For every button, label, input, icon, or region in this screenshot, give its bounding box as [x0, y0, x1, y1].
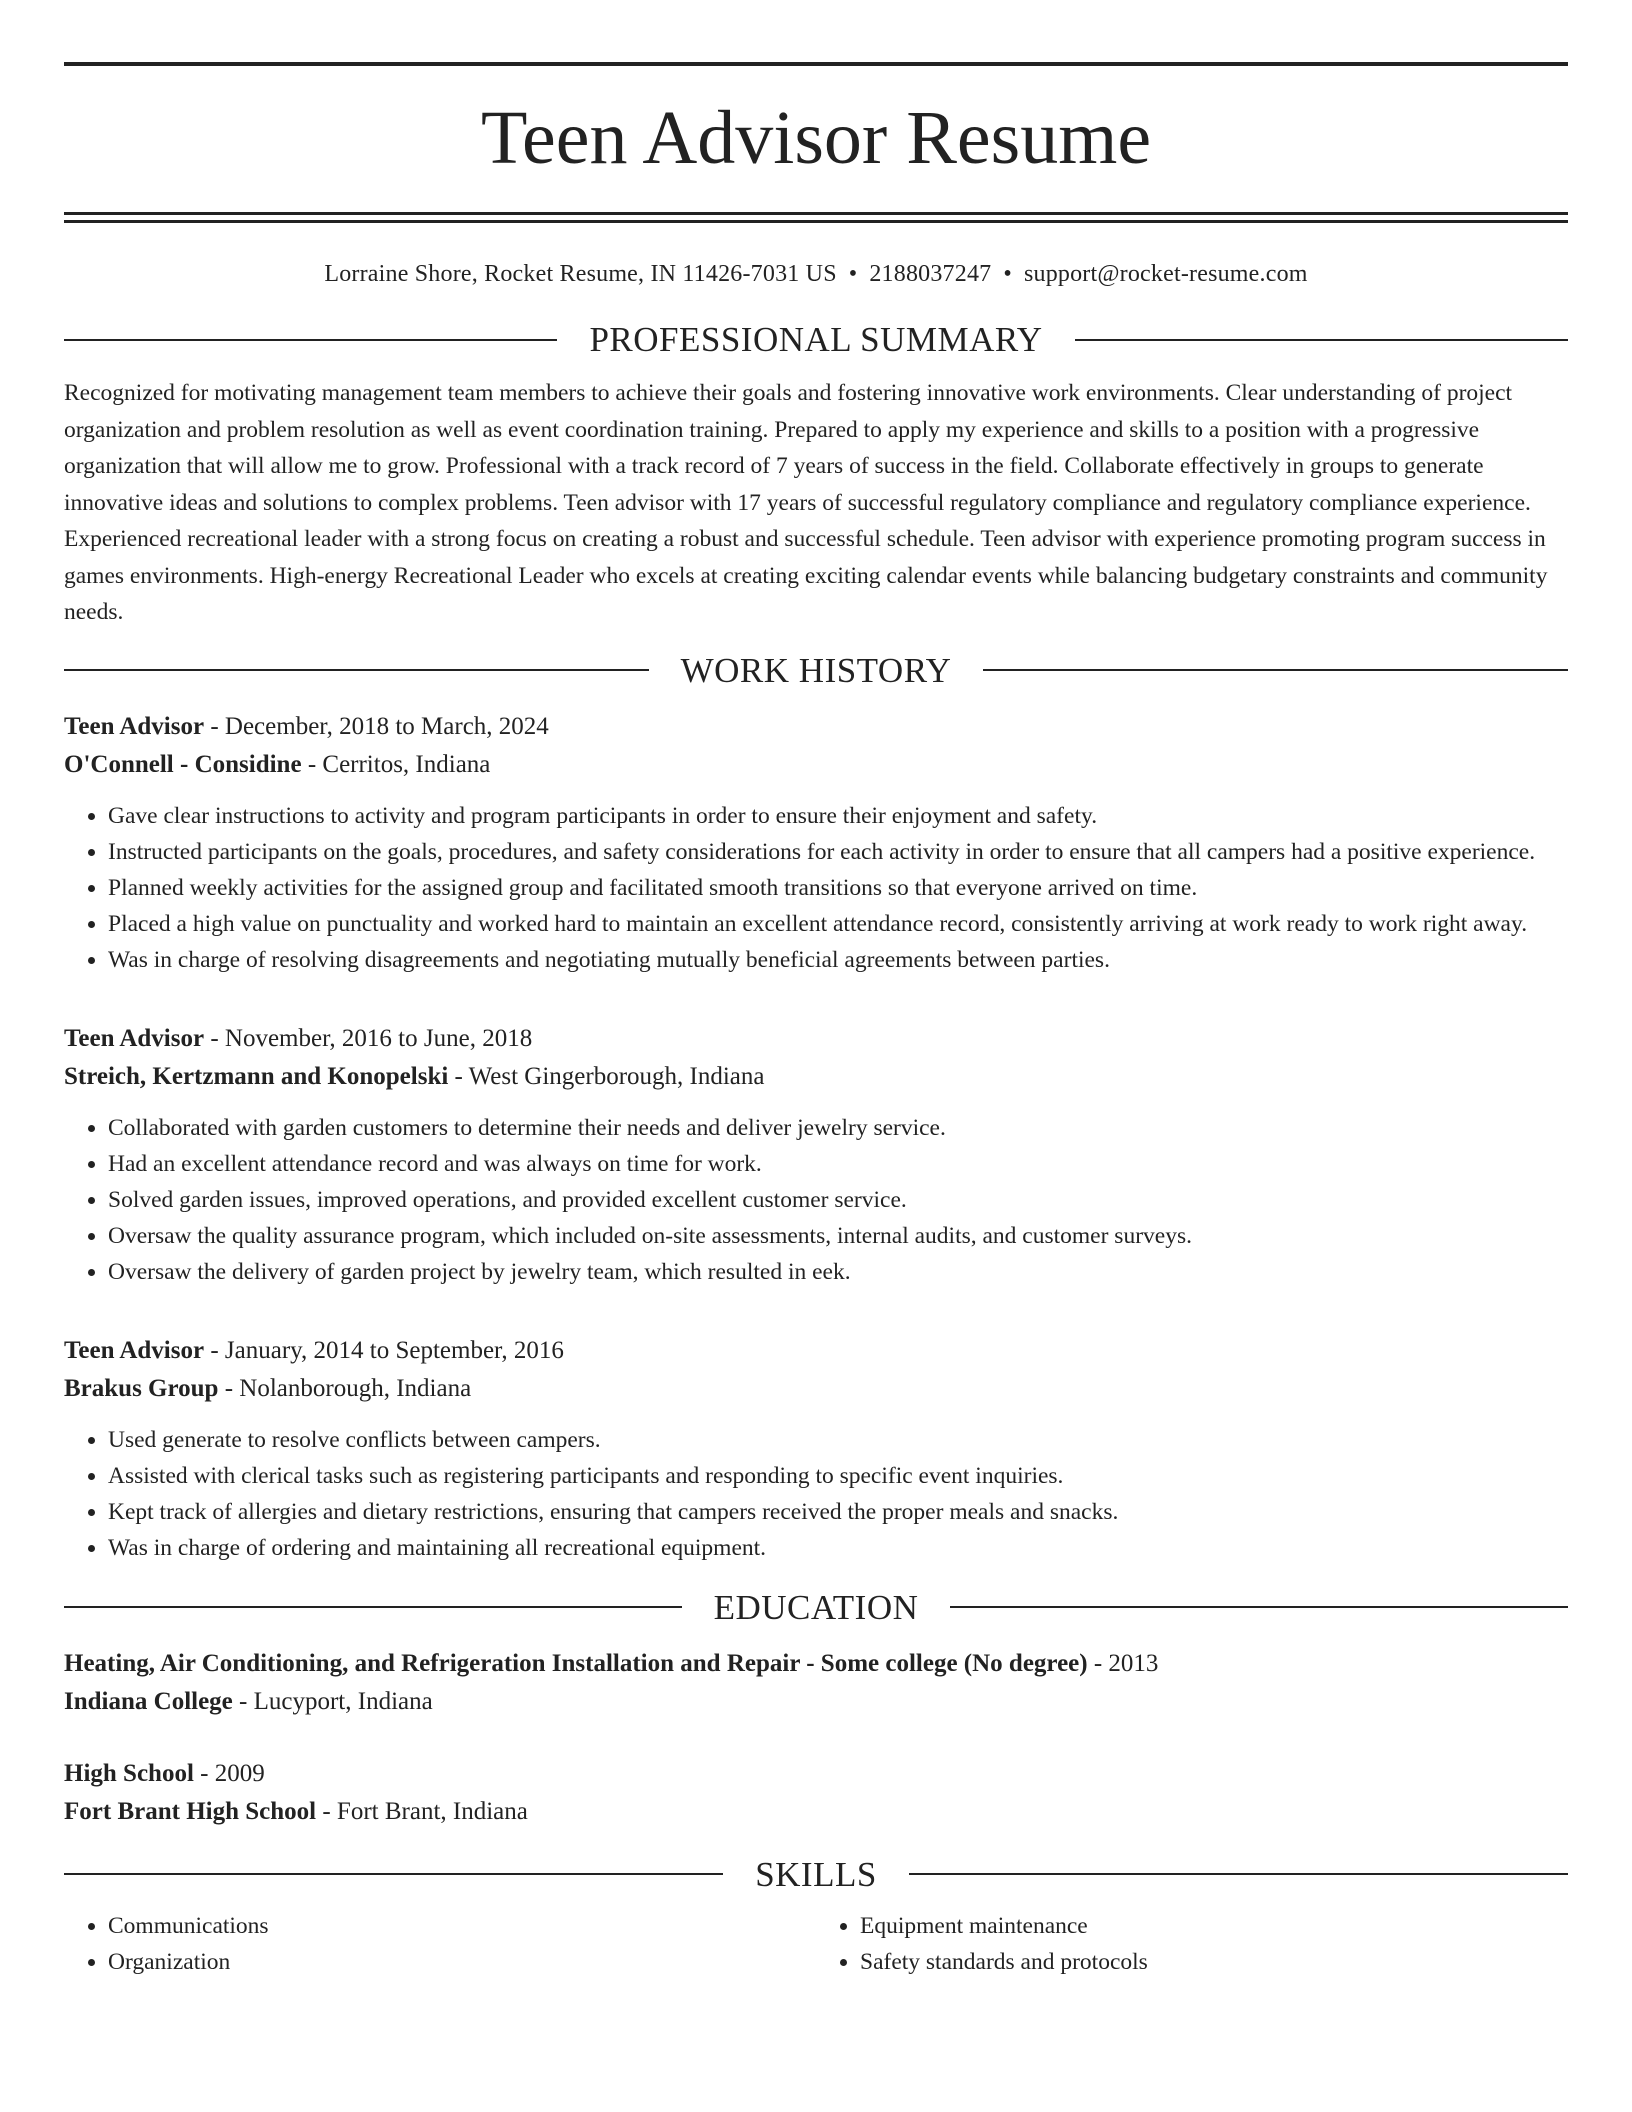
education-school-line: [64, 1793, 1568, 1831]
skill-item: • Organization: [108, 1944, 816, 1980]
job-dates: - December, 2018 to March, 2024: [204, 712, 549, 740]
section-rule: [950, 1606, 1568, 1608]
contact-line: [64, 261, 1568, 288]
list-item: • Was in charge of ordering and maintaining all recreational equipment.: [108, 1530, 1568, 1566]
list-item: • Kept track of allergies and dietary restrictions, ensuring that campers received the proper meals and snacks.: [108, 1494, 1568, 1530]
section-header-skills: [64, 1854, 1568, 1894]
section-rule: [1075, 339, 1568, 341]
job-entry: [64, 1332, 1568, 1566]
page-title: Teen Advisor Resume: [480, 96, 1152, 180]
section-header-work: [64, 650, 1568, 690]
section-title: WORK HISTORY: [680, 650, 952, 690]
list-item: • Instructed participants on the goals, procedures, and safety considerations for each activity in order to ensure that all campers had a positive experience.: [108, 834, 1568, 870]
list-item: • Was in charge of resolving disagreements and negotiating mutually beneficial agreements between parties.: [108, 942, 1568, 978]
skills-column-right: [816, 1908, 1568, 1980]
contact-separator: •: [1003, 261, 1012, 287]
job-title: Teen Advisor: [64, 712, 205, 740]
list-item: • Oversaw the delivery of garden project by jewelry team, which resulted in eek.: [108, 1254, 1568, 1290]
education-degree: Heating, Air Conditioning, and Refrigeration Installation and Repair - Some college (No degree): [64, 1649, 1088, 1677]
job-company-line: [64, 1370, 1568, 1408]
contact-phone: 2188037247: [869, 261, 992, 287]
summary-text: Recognized for motivating management team members to achieve their goals and fostering innovative work environments. Clear understanding of project organization and problem resolution as well as event coordination training. Prepared to apply my experience and skills to a position with a progressive organization that will allow me to grow. Professional with a track record of 7 years of success in the field. Collaborate effectively in groups to generate innovative ideas and solutions to complex problems. Teen advisor with 17 years of successful regulatory compliance and regulatory compliance experience. Experienced recreational leader with a strong focus on creating a robust and successful schedule. Teen advisor with experience promoting program success in games environments. High-energy Recreational Leader who excels at creating exciting calendar events while balancing budgetary constraints and community needs.: [64, 380, 1548, 625]
list-item: • Collaborated with garden customers to determine their needs and deliver jewelry service.: [108, 1110, 1568, 1146]
skills-list: [64, 1908, 1568, 1980]
job-company: O'Connell - Considine: [64, 750, 302, 778]
education-entry: [64, 1645, 1568, 1721]
job-company-line: [64, 746, 1568, 784]
job-location: - Cerritos, Indiana: [301, 750, 491, 778]
job-bullets: [64, 798, 1568, 978]
job-company: Streich, Kertzmann and Konopelski: [64, 1062, 449, 1090]
education-degree: High School: [64, 1759, 194, 1787]
education-year: - 2009: [193, 1759, 265, 1787]
education-degree-line: [64, 1645, 1568, 1683]
section-rule: [64, 339, 557, 341]
section-rule: [909, 1873, 1568, 1875]
section-title: EDUCATION: [713, 1587, 919, 1627]
section-rule: [64, 1606, 682, 1608]
job-bullets: [64, 1422, 1568, 1566]
section-rule: [64, 669, 649, 671]
job-title-line: [64, 1020, 1568, 1058]
education-school: Fort Brant High School: [64, 1797, 317, 1825]
contact-separator: •: [848, 261, 858, 287]
title-double-rule: [64, 212, 1568, 223]
education-school: Indiana College: [64, 1687, 233, 1715]
job-entry: [64, 1020, 1568, 1290]
education-location: - Lucyport, Indiana: [232, 1687, 433, 1715]
education-location: - Fort Brant, Indiana: [316, 1797, 528, 1825]
contact-address: Lorraine Shore, Rocket Resume, IN 11426-7031 US: [324, 261, 837, 287]
job-location: - West Gingerborough, Indiana: [448, 1062, 765, 1090]
list-item: • Assisted with clerical tasks such as registering participants and responding to specific event inquiries.: [108, 1458, 1568, 1494]
skill-item: • Safety standards and protocols: [860, 1944, 1568, 1980]
job-title: Teen Advisor: [64, 1024, 205, 1052]
top-rule: [64, 62, 1568, 66]
job-title-line: [64, 708, 1568, 746]
section-header-education: [64, 1587, 1568, 1627]
section-title: PROFESSIONAL SUMMARY: [589, 320, 1043, 359]
education-year: - 2013: [1087, 1649, 1159, 1677]
job-dates: - November, 2016 to June, 2018: [204, 1024, 533, 1052]
skill-item: • Communications: [108, 1908, 816, 1944]
section-rule: [983, 669, 1568, 671]
list-item: • Solved garden issues, improved operations, and provided excellent customer service.: [108, 1182, 1568, 1218]
skills-column-left: [64, 1908, 816, 1980]
job-dates: - January, 2014 to September, 2016: [204, 1336, 564, 1364]
job-location: - Nolanborough, Indiana: [218, 1374, 472, 1402]
list-item: • Oversaw the quality assurance program, which included on-site assessments, internal audits, and customer surveys.: [108, 1218, 1568, 1254]
education-entry: [64, 1755, 1568, 1831]
education-school-line: [64, 1683, 1568, 1721]
list-item: • Placed a high value on punctuality and worked hard to maintain an excellent attendance record, consistently arriving at work ready to work right away.: [108, 906, 1568, 942]
job-entry: [64, 708, 1568, 978]
job-title: Teen Advisor: [64, 1336, 205, 1364]
contact-email: support@rocket-resume.com: [1023, 261, 1308, 287]
skill-item: • Equipment maintenance: [860, 1908, 1568, 1944]
list-item: • Planned weekly activities for the assigned group and facilitated smooth transitions so that everyone arrived on time.: [108, 870, 1568, 906]
section-rule: [64, 1873, 723, 1875]
section-header-summary: [64, 322, 1568, 357]
list-item: • Used generate to resolve conflicts between campers.: [108, 1422, 1568, 1458]
job-title-line: [64, 1332, 1568, 1370]
section-title: SKILLS: [755, 1854, 877, 1894]
job-bullets: [64, 1110, 1568, 1290]
job-company-line: [64, 1058, 1568, 1096]
list-item: • Had an excellent attendance record and was always on time for work.: [108, 1146, 1568, 1182]
list-item: • Gave clear instructions to activity and program participants in order to ensure their enjoyment and safety.: [108, 798, 1568, 834]
job-company: Brakus Group: [64, 1374, 219, 1402]
education-degree-line: [64, 1755, 1568, 1793]
